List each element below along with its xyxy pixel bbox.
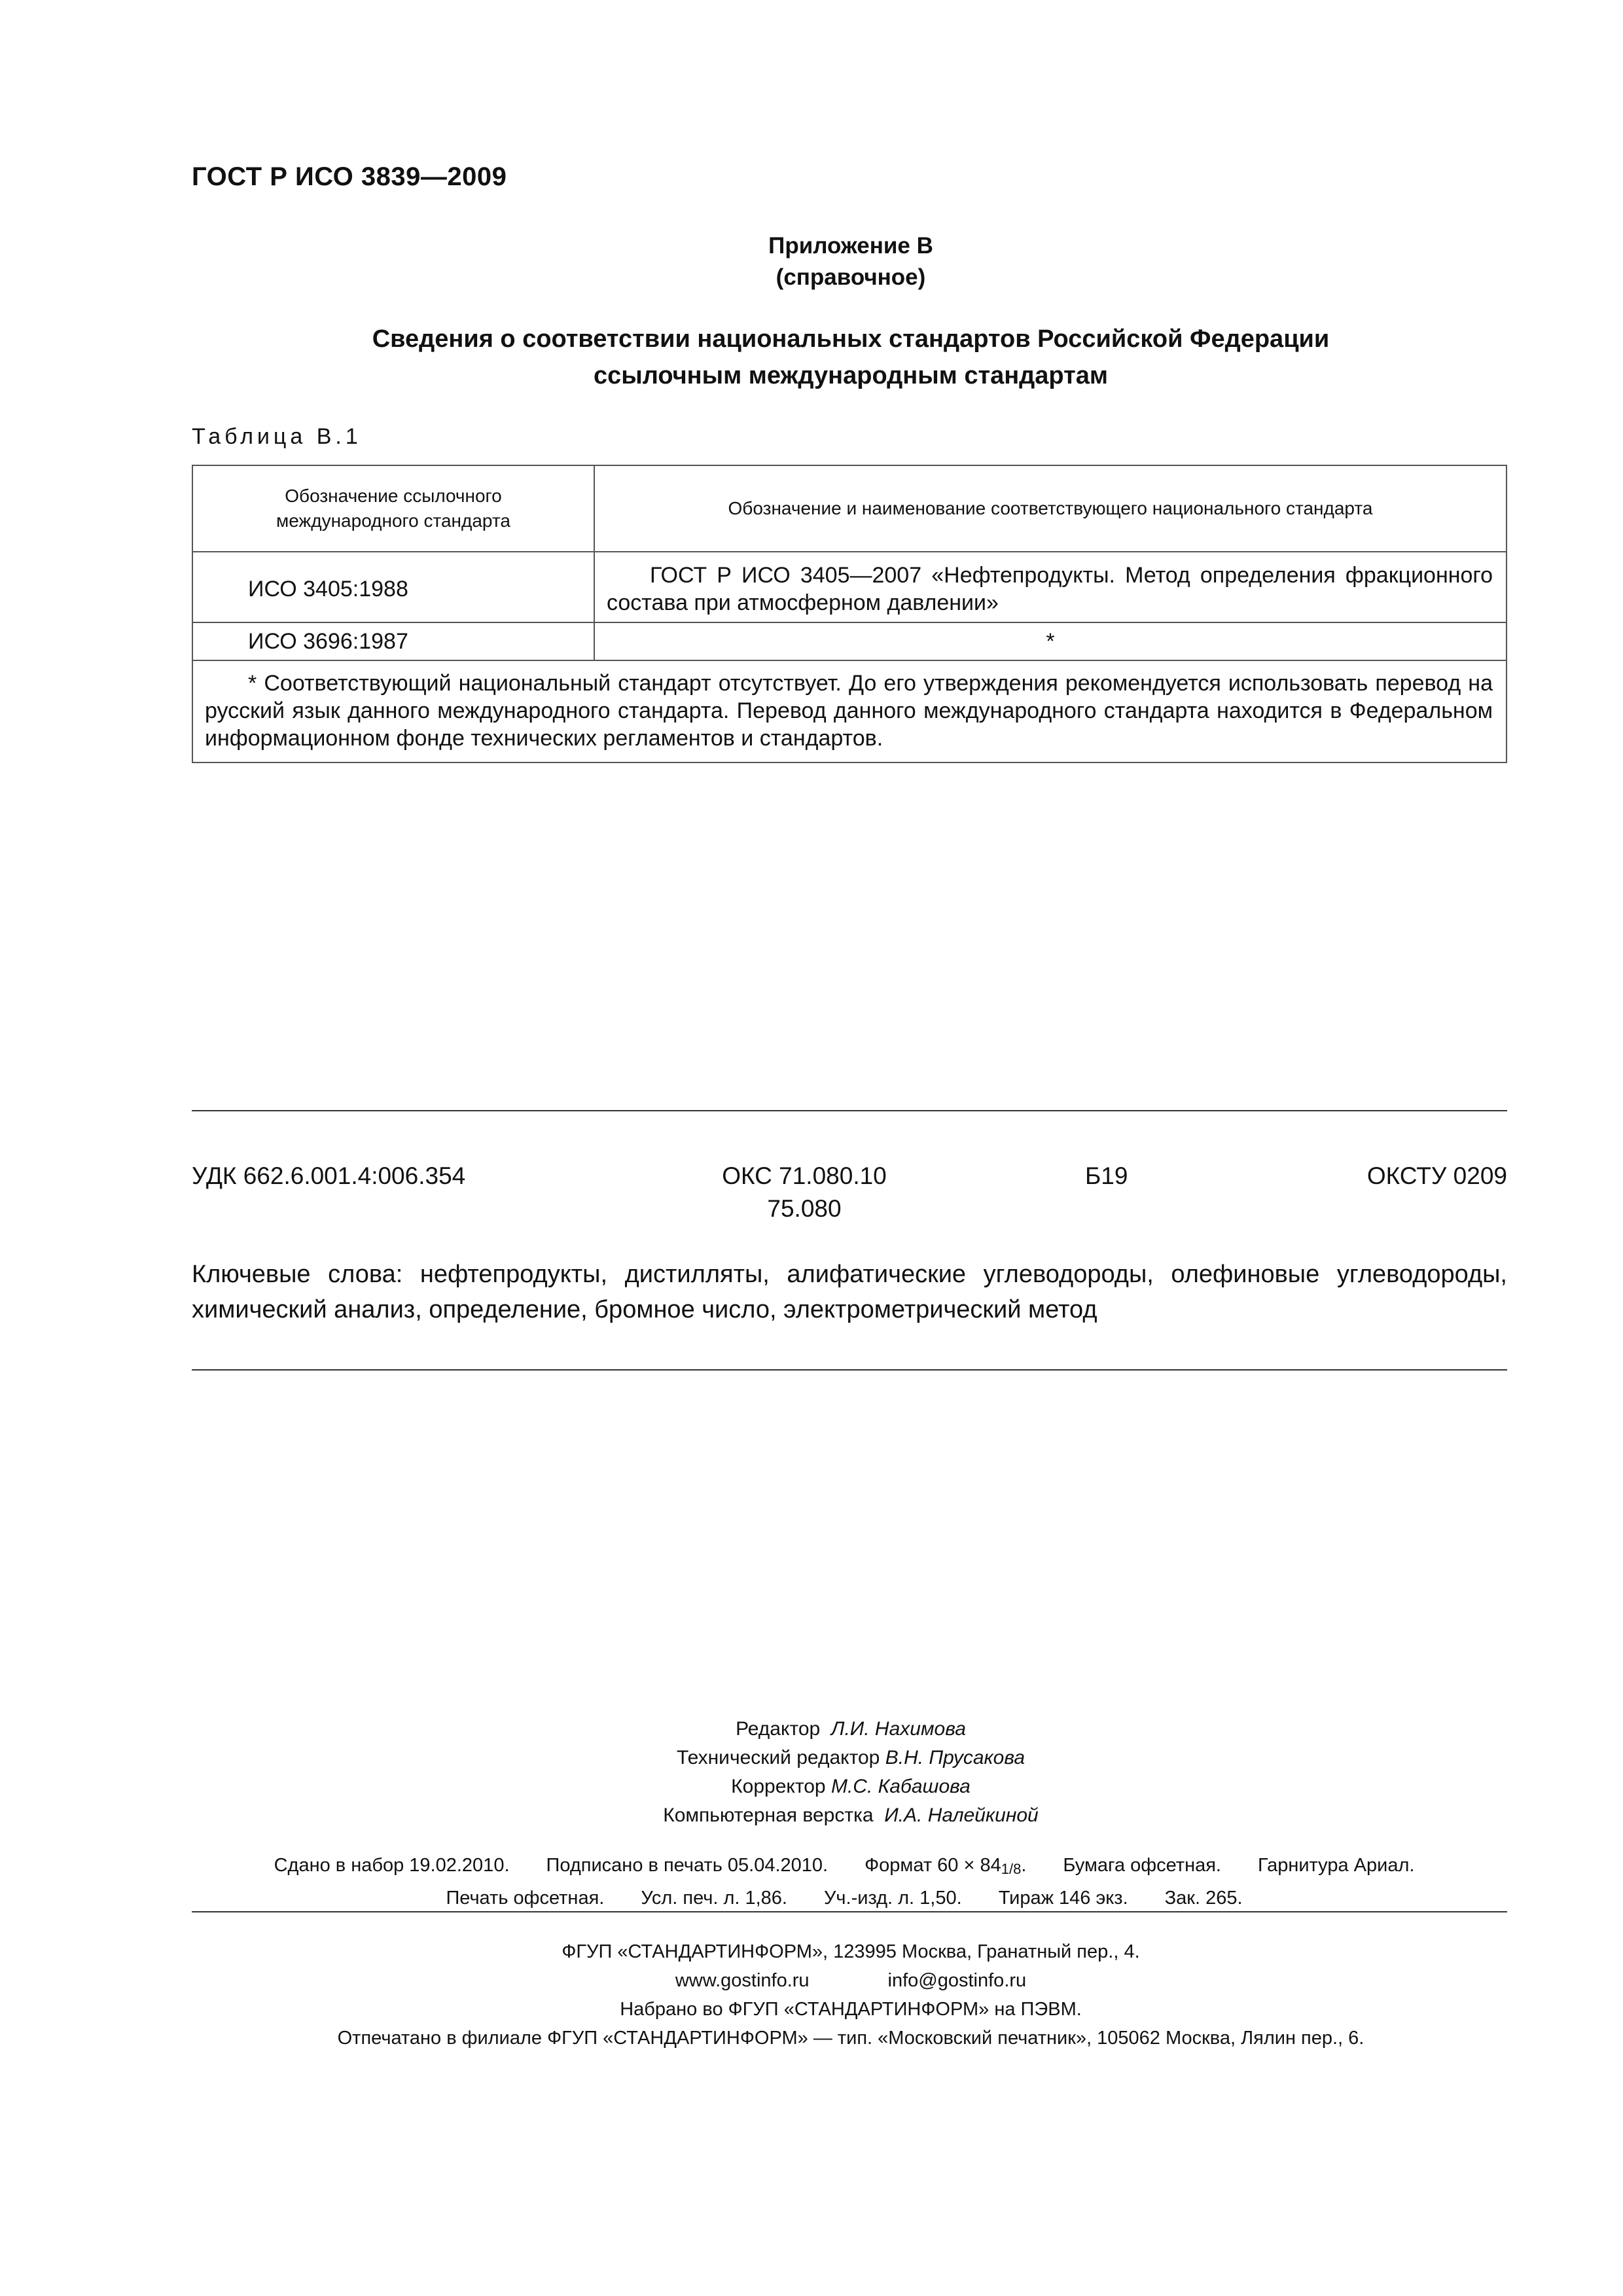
keywords: Ключевые слова: нефтепродукты, дистилляты, алифатические углеводороды, олефиновые углеводороды, химический анализ, определение, бромное число, электрометрический метод <box>192 1261 1507 1323</box>
credit-name: В.Н. Прусакова <box>885 1747 1026 1768</box>
credit-name: М.С. Кабашова <box>830 1776 971 1797</box>
print-sheets: Усл. печ. л. 1,86. <box>641 1888 787 1909</box>
cell-intl-standard: ИСО 3405:1988 <box>192 552 594 622</box>
publisher-contacts <box>0 1966 1623 1995</box>
print-info-line2 <box>0 1884 1623 1912</box>
credits <box>0 1715 1623 1830</box>
references-table <box>192 465 1507 763</box>
cell-intl-standard: ИСО 3696:1987 <box>192 622 594 660</box>
divider <box>192 1110 1507 1111</box>
document-code: ГОСТ Р ИСО 3839—2009 <box>192 162 507 191</box>
udc-code: УДК 662.6.001.4:006.354 <box>192 1162 466 1189</box>
annex-title <box>0 230 1623 293</box>
printed-note: Отпечатано в филиале ФГУП «СТАНДАРТИНФОРМ» — тип. «Московский печатник», 105062 Москва, Лялин пер., 6. <box>337 2028 1364 2049</box>
credit-role: Корректор <box>731 1776 826 1797</box>
table-header-row <box>192 465 1507 552</box>
divider <box>192 1369 1507 1371</box>
publication-sheets: Уч.-изд. л. 1,50. <box>824 1888 962 1909</box>
credit-editor <box>0 1715 1623 1744</box>
annex-heading <box>0 321 1623 394</box>
credit-role: Редактор <box>736 1718 821 1740</box>
credit-name: Л.И. Нахимова <box>830 1718 966 1740</box>
table-note-row <box>192 660 1507 762</box>
typeface: Гарнитура Ариал. <box>1258 1855 1415 1876</box>
print-info-line1 <box>0 1851 1623 1884</box>
publisher-website-link[interactable]: www.gostinfo.ru <box>675 1970 810 1991</box>
paper-format: Формат 60 × 841/8. <box>865 1855 1027 1877</box>
annex-label: Приложение В <box>768 233 933 259</box>
format-fraction: 1/8 <box>1001 1861 1022 1877</box>
group-code: Б19 <box>1085 1162 1128 1189</box>
column-header-national: Обозначение и наименование соответствующего национального стандарта <box>594 465 1507 552</box>
cell-national-standard: * <box>594 622 1507 660</box>
okstu-code: ОКСТУ 0209 <box>1366 1162 1507 1189</box>
credit-role: Технический редактор <box>676 1747 880 1768</box>
publisher-info <box>0 1937 1623 2053</box>
print-run: Тираж 146 экз. <box>998 1888 1128 1909</box>
annex-heading-line2: ссылочным международным стандартам <box>593 362 1108 389</box>
credit-name: И.А. Налейкиной <box>884 1804 1039 1826</box>
table-row <box>192 552 1507 622</box>
publisher-email-link[interactable]: info@gostinfo.ru <box>887 1970 1027 1991</box>
printing-method: Печать офсетная. <box>446 1888 605 1909</box>
table-row <box>192 622 1507 660</box>
divider <box>192 1911 1507 1912</box>
table-caption: Таблица В.1 <box>192 424 362 449</box>
order-number: Зак. 265. <box>1164 1888 1243 1909</box>
cell-national-standard: ГОСТ Р ИСО 3405—2007 «Нефтепродукты. Метод определения фракционного состава при атмосферном давлении» <box>594 552 1507 622</box>
print-info <box>0 1851 1623 1912</box>
annex-heading-line1: Сведения о соответствии национальных стандартов Российской Федерации <box>372 325 1330 353</box>
format-value: Формат 60 × 84 <box>865 1855 1001 1876</box>
annex-kind: (справочное) <box>776 264 926 290</box>
oks-code <box>709 1160 899 1225</box>
credit-role: Компьютерная верстка <box>663 1804 874 1826</box>
oks-code-line2: 75.080 <box>767 1195 842 1222</box>
paper-type: Бумага офсетная. <box>1063 1855 1221 1876</box>
publisher-address: ФГУП «СТАНДАРТИНФОРМ», 123995 Москва, Гранатный пер., 4. <box>562 1941 1140 1962</box>
typeset-date: Сдано в набор 19.02.2010. <box>274 1855 510 1876</box>
credit-tech-editor <box>0 1744 1623 1772</box>
oks-code-line1: ОКС 71.080.10 <box>722 1162 887 1189</box>
table-footnote: * Соответствующий национальный стандарт отсутствует. До его утверждения рекомендуется использовать перевод на русский язык данного международного стандарта. Перевод данного международного стандарта находится в Федеральном информационном фонде технических регламентов и стандартов. <box>192 660 1507 762</box>
signed-date: Подписано в печать 05.04.2010. <box>546 1855 829 1876</box>
credit-layout <box>0 1801 1623 1830</box>
column-header-intl: Обозначение ссылочного международного стандарта <box>192 465 594 552</box>
typeset-note: Набрано во ФГУП «СТАНДАРТИНФОРМ» на ПЭВМ. <box>620 1999 1082 2020</box>
credit-proofreader <box>0 1772 1623 1801</box>
